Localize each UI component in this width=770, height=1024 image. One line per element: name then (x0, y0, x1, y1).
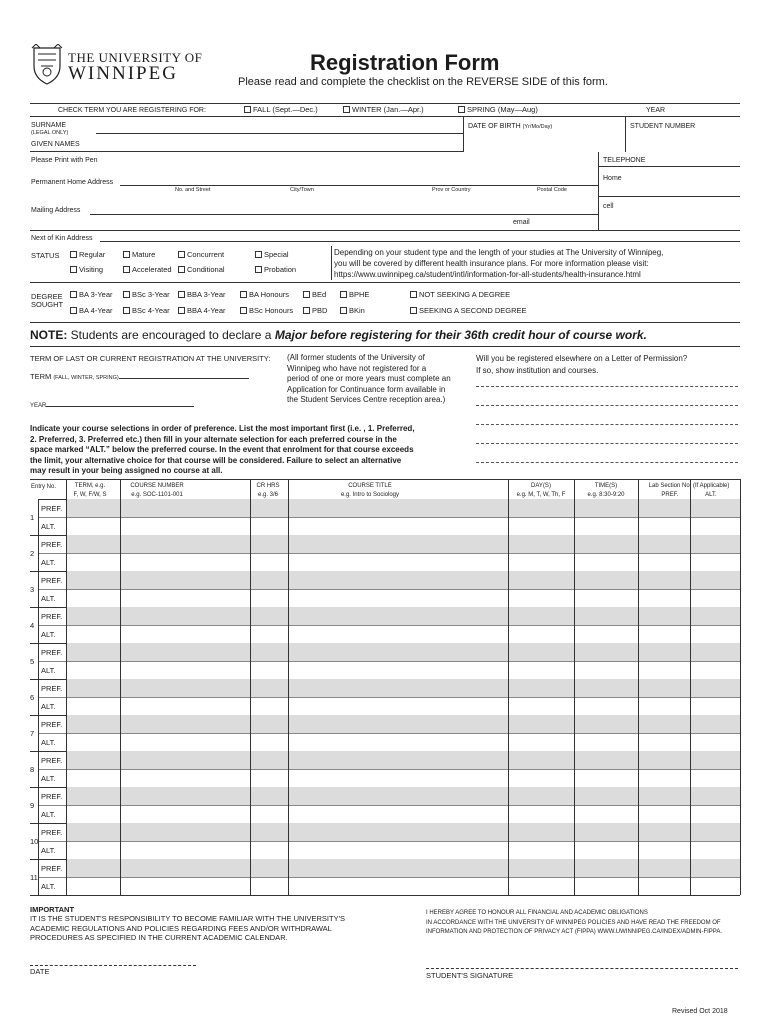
alt-label: ALT. (41, 774, 56, 783)
pref-label: PREF. (41, 612, 63, 621)
entry-number: 4 (30, 621, 35, 630)
last-registration-label: TERM OF LAST OR CURRENT REGISTRATION AT THE UNIVERSITY: (30, 354, 271, 363)
lop-line-4[interactable] (476, 443, 738, 444)
term-row-label: CHECK TERM YOU ARE REGISTERING FOR: (58, 107, 206, 114)
status-accelerated-checkbox[interactable]: Accelerated (123, 265, 172, 274)
dob-label: DATE OF BIRTH (Yr/Mo/Day) (468, 123, 553, 130)
status-conditional-checkbox[interactable]: Conditional (178, 265, 225, 274)
degree-ba3-checkbox[interactable]: BA 3-Year (70, 290, 113, 299)
next-of-kin-field[interactable] (100, 241, 740, 242)
degree-ba-honours-checkbox[interactable]: BA Honours (240, 290, 289, 299)
cell-phone-label: cell (603, 203, 614, 210)
alt-label: ALT. (41, 594, 56, 603)
degree-second-checkbox[interactable]: SEEKING A SECOND DEGREE (410, 306, 527, 315)
legal-only-label: (LEGAL ONLY) (31, 130, 69, 136)
pref-label: PREF. (41, 792, 63, 801)
important-heading: IMPORTANT (30, 905, 75, 914)
insurance-note-1: Depending on your student type and the length of your studies at The University of Winnipeg, (334, 248, 664, 257)
col-cr-hrs: CR HRS e.g. 3/6 (256, 483, 280, 498)
surname-label: SURNAME (31, 122, 67, 129)
last-year-label: YEAR (30, 402, 194, 411)
permanent-address-label: Permanent Home Address (31, 179, 114, 186)
page-title: Registration Form (310, 50, 500, 75)
entry-number: 10 (30, 837, 39, 846)
date-field[interactable] (30, 965, 196, 966)
student-number-label: STUDENT NUMBER (630, 123, 696, 130)
name-grid[interactable] (30, 116, 463, 152)
entry-number: 5 (30, 657, 35, 666)
degree-bed-checkbox[interactable]: BEd (303, 290, 326, 299)
degree-bsc3-checkbox[interactable]: BSc 3-Year (123, 290, 170, 299)
pref-label: PREF. (41, 864, 63, 873)
date-label: DATE (30, 967, 50, 976)
degree-label-2: SOUGHT (31, 300, 64, 309)
status-regular-checkbox[interactable]: Regular (70, 250, 105, 259)
degree-bsc-honours-checkbox[interactable]: BSc Honours (240, 306, 293, 315)
telephone-label: TELEPHONE (603, 157, 646, 164)
status-concurrent-checkbox[interactable]: Concurrent (178, 250, 224, 259)
alt-label: ALT. (41, 738, 56, 747)
last-term-field[interactable] (119, 378, 249, 379)
alt-label: ALT. (41, 522, 56, 531)
status-visiting-checkbox[interactable]: Visiting (70, 265, 103, 274)
entry-number: 2 (30, 549, 35, 558)
degree-bkin-checkbox[interactable]: BKin (340, 306, 365, 315)
col-term: TERM, e.g. F, W, F/W, S (73, 483, 107, 498)
insurance-link[interactable]: https://www.uwinnipeg.ca/student/intl/information-for-all-students/health-insurance.html (334, 270, 641, 279)
last-term-label: TERM (FALL, WINTER, SPRING) (30, 372, 249, 383)
insurance-note-2: you will be covered by different health insurance plans. For more information please visit: (334, 259, 649, 268)
pref-label: PREF. (41, 828, 63, 837)
status-probation-checkbox[interactable]: Probation (255, 265, 296, 274)
degree-pbd-checkbox[interactable]: PBD (303, 306, 327, 315)
entry-number: 3 (30, 585, 35, 594)
entry-number: 7 (30, 729, 35, 738)
city-hint: City/Town (290, 187, 314, 193)
pref-label: PREF. (41, 540, 63, 549)
winter-checkbox[interactable]: WINTER (Jan.—Apr.) (343, 105, 424, 114)
course-instructions: Indicate your course selections in order of preference. List the most important first (i.e. , 1. Preferred, 2. Preferred, 3. Preferred etc.) then fill in your alternate selection for each preferred course in the space marked “ALT.” below the preferred course. In the event that enrolment for that course exceeds the limit, your alternative choice for that course will be considered. Failure to select an alternative may result in your being assigned no course at all. (30, 424, 415, 475)
spring-checkbox[interactable]: SPRING (May—Aug) (458, 105, 538, 114)
col-times: TIME(S) e.g. 8:30-9:20 (587, 483, 625, 498)
entry-number: 11 (30, 873, 38, 882)
no-street-hint: No. and Street (175, 187, 211, 193)
logo-text-top: THE UNIVERSITY OF (68, 50, 203, 65)
degree-label-1: DEGREE (31, 292, 63, 301)
home-phone-label: Home (603, 175, 622, 182)
entry-number: 1 (30, 513, 35, 522)
alt-label: ALT. (41, 882, 56, 891)
given-names-label: GIVEN NAMES (31, 141, 80, 148)
degree-bba3-checkbox[interactable]: BBA 3-Year (178, 290, 226, 299)
col-course-number: COURSE NUMBER e.g. SOC-1101-001 (130, 483, 184, 498)
signature-field[interactable] (426, 968, 738, 969)
degree-ba4-checkbox[interactable]: BA 4-Year (70, 306, 113, 315)
revised-date: Revised Oct 2018 (672, 1008, 728, 1015)
lop-line-3[interactable] (476, 424, 738, 425)
fall-checkbox[interactable]: FALL (Sept.—Dec.) (244, 105, 318, 114)
entry-number: 9 (30, 801, 35, 810)
status-special-checkbox[interactable]: Special (255, 250, 289, 259)
year-label: YEAR (646, 107, 666, 114)
entry-number: 8 (30, 765, 35, 774)
letter-of-permission-q: Will you be registered elsewhere on a Letter of Permission? (476, 354, 688, 363)
pref-label: PREF. (41, 504, 63, 513)
print-with-pen-label: Please Print with Pen (31, 157, 98, 164)
university-crest-icon (30, 44, 64, 86)
postal-hint: Postal Code (537, 187, 567, 193)
pref-label: PREF. (41, 756, 63, 765)
continuance-note: (All former students of the University of Winnipeg who have not registered for a period of one or more years must complete an Application for Continuance form available in the Student Services Centre reception area.) (287, 353, 451, 404)
lop-line-1[interactable] (476, 386, 738, 387)
prov-hint: Prov or Country (432, 187, 471, 193)
degree-not-seeking-checkbox[interactable]: NOT SEEKING A DEGREE (410, 290, 510, 299)
page-subtitle: Please read and complete the checklist on the REVERSE SIDE of this form. (238, 76, 608, 88)
alt-label: ALT. (41, 558, 56, 567)
lop-line-2[interactable] (476, 405, 738, 406)
alt-label: ALT. (41, 630, 56, 639)
next-of-kin-label: Next of Kin Address (31, 235, 93, 242)
alt-label: ALT. (41, 702, 56, 711)
pref-label: PREF. (41, 684, 63, 693)
lop-line-5[interactable] (476, 462, 738, 463)
degree-bsc4-checkbox[interactable]: BSc 4-Year (123, 306, 170, 315)
pref-label: PREF. (41, 576, 63, 585)
last-year-field[interactable] (46, 406, 194, 407)
degree-bba4-checkbox[interactable]: BBA 4-Year (178, 306, 226, 315)
alt-label: ALT. (41, 846, 56, 855)
status-label: STATUS (31, 251, 60, 260)
entry-number: 6 (30, 693, 35, 702)
alt-label: ALT. (41, 810, 56, 819)
email-label: email (513, 219, 530, 226)
col-lab-section: Lab Section No. (If Applicable) PREF. ALT. (648, 483, 730, 498)
pref-label: PREF. (41, 720, 63, 729)
letter-of-permission-hint: If so, show institution and courses. (476, 366, 599, 375)
agreement-text: I HEREBY AGREE TO HONOUR ALL FINANCIAL AND ACADEMIC OBLIGATIONS IN ACCORDANCE WITH THE UNIVERSITY OF WINNIPEG POLICIES AND HAVE READ THE FREEDOM OF INFORMATION AND PROTECTION OF PRIVACY ACT (FIPPA) WWW.UWINNIPEG.CA/INDEX/ADMIN-FIPPA. (426, 910, 723, 935)
alt-label: ALT. (41, 666, 56, 675)
col-course-title: COURSE TITLE e.g. Intro to Sociology (340, 483, 400, 498)
col-days: DAY(S) e.g. M, T, W, Th, F (516, 483, 566, 498)
major-note: NOTE: Students are encouraged to declare a Major before registering for their 36th credit hour of course work. (30, 328, 647, 342)
logo-text-bottom: WINNIPEG (68, 63, 178, 84)
pref-label: PREF. (41, 648, 63, 657)
important-text: IT IS THE STUDENT'S RESPONSIBILITY TO BECOME FAMILIAR WITH THE UNIVERSITY'S ACADEMIC REGULATIONS AND POLICIES REGARDING FEES AND/OR WITHDRAWAL PROCEDURES AS SPECIFIED IN THE CURRENT ACADEMIC CALENDAR. (30, 914, 346, 942)
mailing-address-field[interactable] (90, 214, 598, 215)
col-entry-no: Entry No. (31, 484, 57, 490)
mailing-address-label: Mailing Address (31, 207, 81, 214)
signature-label: STUDENT'S SIGNATURE (426, 971, 514, 980)
degree-bphe-checkbox[interactable]: BPHE (340, 290, 369, 299)
status-mature-checkbox[interactable]: Mature (123, 250, 155, 259)
